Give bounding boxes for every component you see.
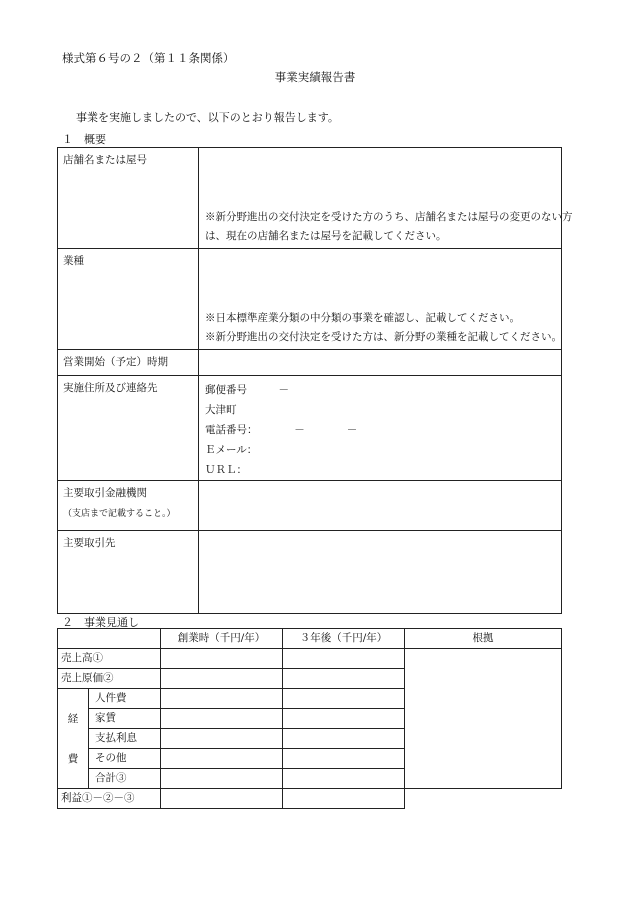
store-name-row — [58, 148, 562, 249]
cost-startup-cell[interactable] — [161, 669, 283, 689]
phone-line: 電話番号： － － — [205, 424, 358, 436]
address-row — [58, 376, 562, 481]
document-title: 事業実績報告書 — [274, 70, 356, 84]
bank-label — [58, 481, 199, 531]
industry-row — [58, 249, 562, 350]
cost-label: 売上原価② — [58, 669, 161, 689]
rent-label: 家賃 — [89, 709, 161, 729]
start-field[interactable] — [199, 350, 562, 376]
section1-heading: １ 概要 — [62, 133, 106, 146]
industry-field[interactable] — [199, 249, 562, 350]
intro-text: 事業を実施しましたので、以下のとおり報告します。 — [76, 111, 339, 124]
other-startup-cell[interactable] — [161, 749, 283, 769]
profit-basis-empty — [405, 789, 562, 809]
postal-code-line: 郵便番号 － — [205, 384, 289, 396]
address-label: 実施住所及び連絡先 — [58, 376, 199, 481]
header-startup: 創業時（千円/年） — [161, 629, 283, 649]
bank-row — [58, 481, 562, 531]
rent-startup-cell[interactable] — [161, 709, 283, 729]
sales-startup-cell[interactable] — [161, 649, 283, 669]
basis-cell[interactable] — [405, 649, 562, 789]
profit-startup-cell[interactable] — [161, 789, 283, 809]
other-after3-cell[interactable] — [283, 749, 405, 769]
cost-after3-cell[interactable] — [283, 669, 405, 689]
bank-label-sub: （支店まで記載すること。） — [63, 509, 176, 519]
total-after3-cell[interactable] — [283, 769, 405, 789]
partners-label: 主要取引先 — [58, 531, 199, 614]
sales-row — [58, 649, 562, 669]
store-name-label: 店舗名または屋号 — [58, 148, 199, 249]
partners-field[interactable] — [199, 531, 562, 614]
store-name-note-1: ※新分野進出の交付決定を受けた方のうち、店舗名または屋号の変更のない方 — [205, 211, 573, 223]
profit-row — [58, 789, 562, 809]
bank-label-text: 主要取引金融機関 — [63, 487, 147, 499]
email-line: Ｅメール： — [205, 444, 258, 456]
sales-after3-cell[interactable] — [283, 649, 405, 669]
section2-heading: ２ 事業見通し — [62, 616, 139, 629]
url-line: ＵＲＬ： — [205, 464, 247, 476]
header-blank — [58, 629, 161, 649]
header-after3: ３年後（千円/年） — [283, 629, 405, 649]
interest-startup-cell[interactable] — [161, 729, 283, 749]
expense-label-top: 経 — [67, 712, 79, 725]
profit-label: 利益①－②－③ — [58, 789, 161, 809]
town-line: 大津町 — [205, 404, 237, 416]
sales-label: 売上高① — [58, 649, 161, 669]
outlook-table — [57, 628, 562, 809]
other-label: その他 — [89, 749, 161, 769]
store-name-field[interactable] — [199, 148, 573, 249]
interest-after3-cell[interactable] — [283, 729, 405, 749]
industry-note-1: ※日本標準産業分類の中分類の事業を確認し、記載してください。 — [205, 312, 520, 324]
form-number: 様式第６号の２（第１１条関係） — [62, 51, 235, 65]
address-field[interactable] — [199, 376, 562, 481]
industry-note-2: ※新分野進出の交付決定を受けた方は、新分野の業種を記載してください。 — [205, 331, 562, 343]
personnel-label: 人件費 — [89, 689, 161, 709]
profit-after3-cell[interactable] — [283, 789, 405, 809]
expense-label — [58, 689, 89, 789]
total-label: 合計③ — [89, 769, 161, 789]
outlook-header-row — [58, 629, 562, 649]
bank-field[interactable] — [199, 481, 562, 531]
header-basis: 根拠 — [405, 629, 562, 649]
start-label: 営業開始（予定）時期 — [58, 350, 199, 376]
rent-after3-cell[interactable] — [283, 709, 405, 729]
overview-table — [57, 147, 573, 614]
personnel-after3-cell[interactable] — [283, 689, 405, 709]
expense-label-bottom: 費 — [67, 752, 79, 765]
store-name-note-2: は、現在の店舗名または屋号を記載してください。 — [205, 230, 447, 242]
start-row — [58, 350, 562, 376]
industry-label: 業種 — [58, 249, 199, 350]
total-startup-cell[interactable] — [161, 769, 283, 789]
interest-label: 支払利息 — [89, 729, 161, 749]
partners-row — [58, 531, 562, 614]
personnel-startup-cell[interactable] — [161, 689, 283, 709]
